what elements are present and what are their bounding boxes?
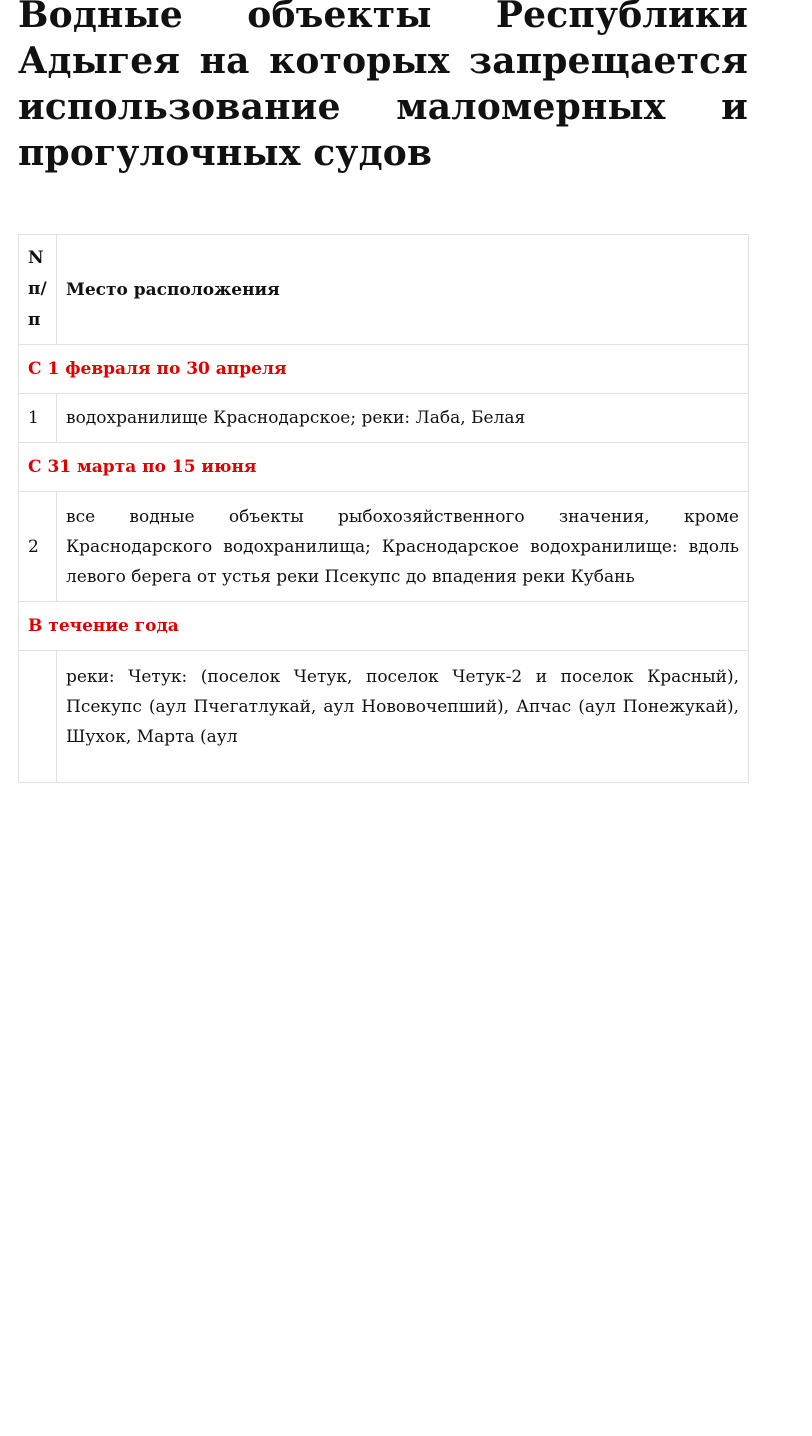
period-label: С 31 марта по 15 июня [19, 443, 749, 492]
page-title: Водные объекты Республики Адыгея на которых запрещается использование маломерных и прогулочных судов [18, 0, 748, 174]
period-label: В течение года [19, 602, 749, 651]
row-place: все водные объекты рыбохозяйственного значения, кроме Краснодарского водохранилища; Краснодарское водохранилище: вдоль левого берега от устья реки Псекупс до впадения реки Кубань [57, 492, 749, 602]
table-row [19, 394, 749, 443]
period-label: С 1 февраля по 30 апреля [19, 345, 749, 394]
header-number: N п/п [19, 235, 57, 345]
table-header-row [19, 235, 749, 345]
document-content [18, 0, 748, 747]
table-row [19, 492, 749, 602]
period-row [19, 602, 749, 651]
period-row [19, 345, 749, 394]
restrictions-table [18, 234, 749, 783]
row-number: 1 [19, 394, 57, 443]
row-place: реки: Четук: (поселок Четук, поселок Четук-2 и поселок Красный), Псекупс (аул Пчегатлукай, аул Нововочепший), Апчас (аул Понежукай), Шухок, Марта (аул [57, 651, 749, 783]
header-place: Место расположения [57, 235, 749, 345]
period-row [19, 443, 749, 492]
table-row [19, 651, 749, 783]
row-number [19, 651, 57, 783]
row-place: водохранилище Краснодарское; реки: Лаба, Белая [57, 394, 749, 443]
row-number: 2 [19, 492, 57, 602]
